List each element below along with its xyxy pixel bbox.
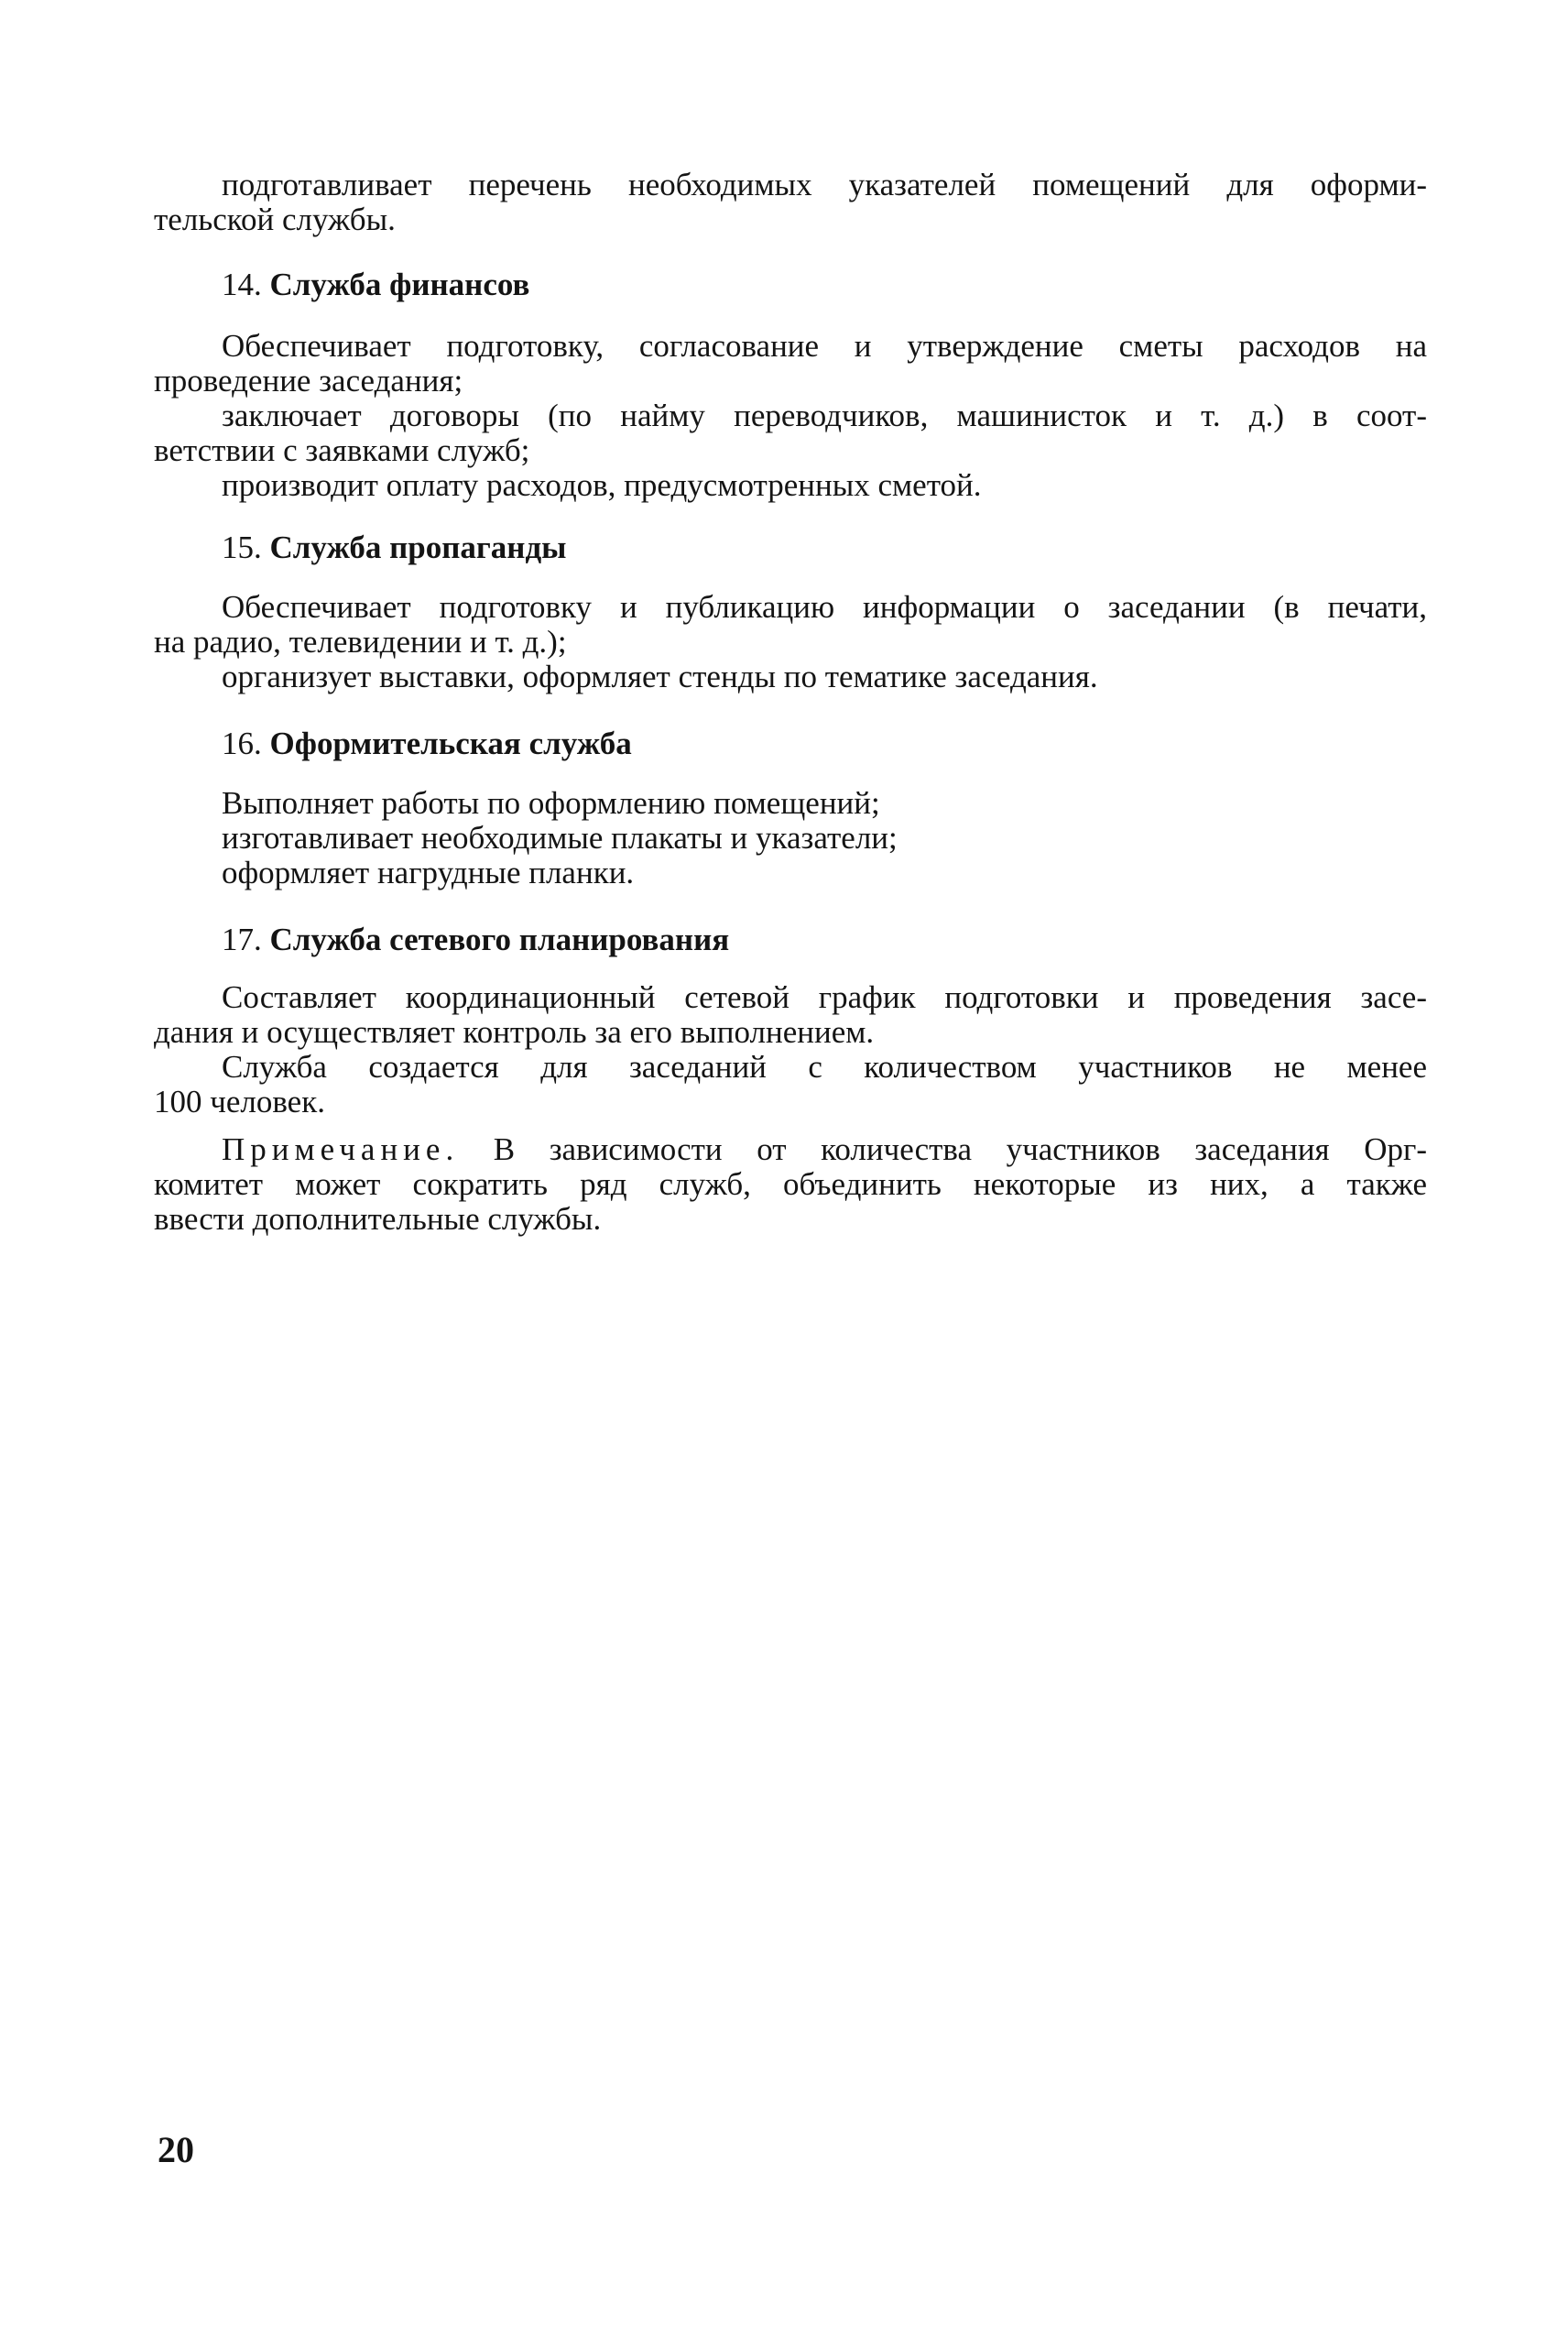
section-15-number: 15. xyxy=(222,530,262,565)
section-16-body xyxy=(154,786,1427,890)
section-14-body xyxy=(154,329,1427,503)
section-14-number: 14. xyxy=(222,267,262,302)
section-17-line: дания и осуществляет контроль за его выполнением. xyxy=(154,1014,875,1050)
section-16-title: Оформительская служба xyxy=(269,726,632,761)
section-16-line: оформляет нагрудные планки. xyxy=(222,855,635,890)
section-16-line: изготавливает необходимые плакаты и указатели; xyxy=(222,820,898,856)
section-15-line: на радио, телевидении и т. д.); xyxy=(154,624,567,660)
section-16-number: 16. xyxy=(222,726,262,761)
section-17-body xyxy=(154,980,1427,1119)
intro-line-1: подготавливает перечень необходимых указателей помещений для оформи- xyxy=(222,167,1427,202)
section-17-line: 100 человек. xyxy=(154,1084,325,1119)
note-label: Примечание. xyxy=(222,1131,460,1167)
note-line-3: ввести дополнительные службы. xyxy=(154,1201,602,1237)
section-15-title: Служба пропаганды xyxy=(269,530,567,565)
note-line-1 xyxy=(154,1132,1427,1167)
section-15-line: организует выставки, оформляет стенды по тематике заседания. xyxy=(222,659,1098,694)
intro-line-2: тельской службы. xyxy=(154,202,396,237)
note-line-2: комитет может сократить ряд служб, объединить некоторые из них, а также xyxy=(154,1166,1427,1202)
intro-paragraph xyxy=(154,168,1427,237)
section-17-line: Служба создается для заседаний с количеством участников не менее xyxy=(222,1049,1427,1085)
note-line-1-text: В зависимости от количества участников заседания Орг- xyxy=(493,1131,1428,1167)
section-14-line: Обеспечивает подготовку, согласование и утверждение сметы расходов на xyxy=(222,328,1427,364)
section-14-title: Служба финансов xyxy=(269,267,530,302)
note-paragraph xyxy=(154,1132,1427,1237)
section-17-line: Составляет координационный сетевой график подготовки и проведения засе- xyxy=(222,979,1427,1015)
section-14-line: ветствии с заявками служб; xyxy=(154,432,530,468)
section-14-line: производит оплату расходов, предусмотренных сметой. xyxy=(222,467,982,503)
section-15-heading xyxy=(222,530,567,565)
section-15-line: Обеспечивает подготовку и публикацию информации о заседании (в печати, xyxy=(222,589,1427,625)
section-17-title: Служба сетевого планирования xyxy=(269,922,730,957)
section-15-body xyxy=(154,590,1427,694)
page-number: 20 xyxy=(158,2129,194,2170)
section-16-heading xyxy=(222,726,632,761)
section-14-line: заключает договоры (по найму переводчиков, машинисток и т. д.) в соот- xyxy=(222,398,1427,433)
section-14-heading xyxy=(222,268,529,302)
section-16-line: Выполняет работы по оформлению помещений; xyxy=(222,785,880,821)
section-17-number: 17. xyxy=(222,922,262,957)
section-14-line: проведение заседания; xyxy=(154,363,463,399)
section-17-heading xyxy=(222,923,729,957)
